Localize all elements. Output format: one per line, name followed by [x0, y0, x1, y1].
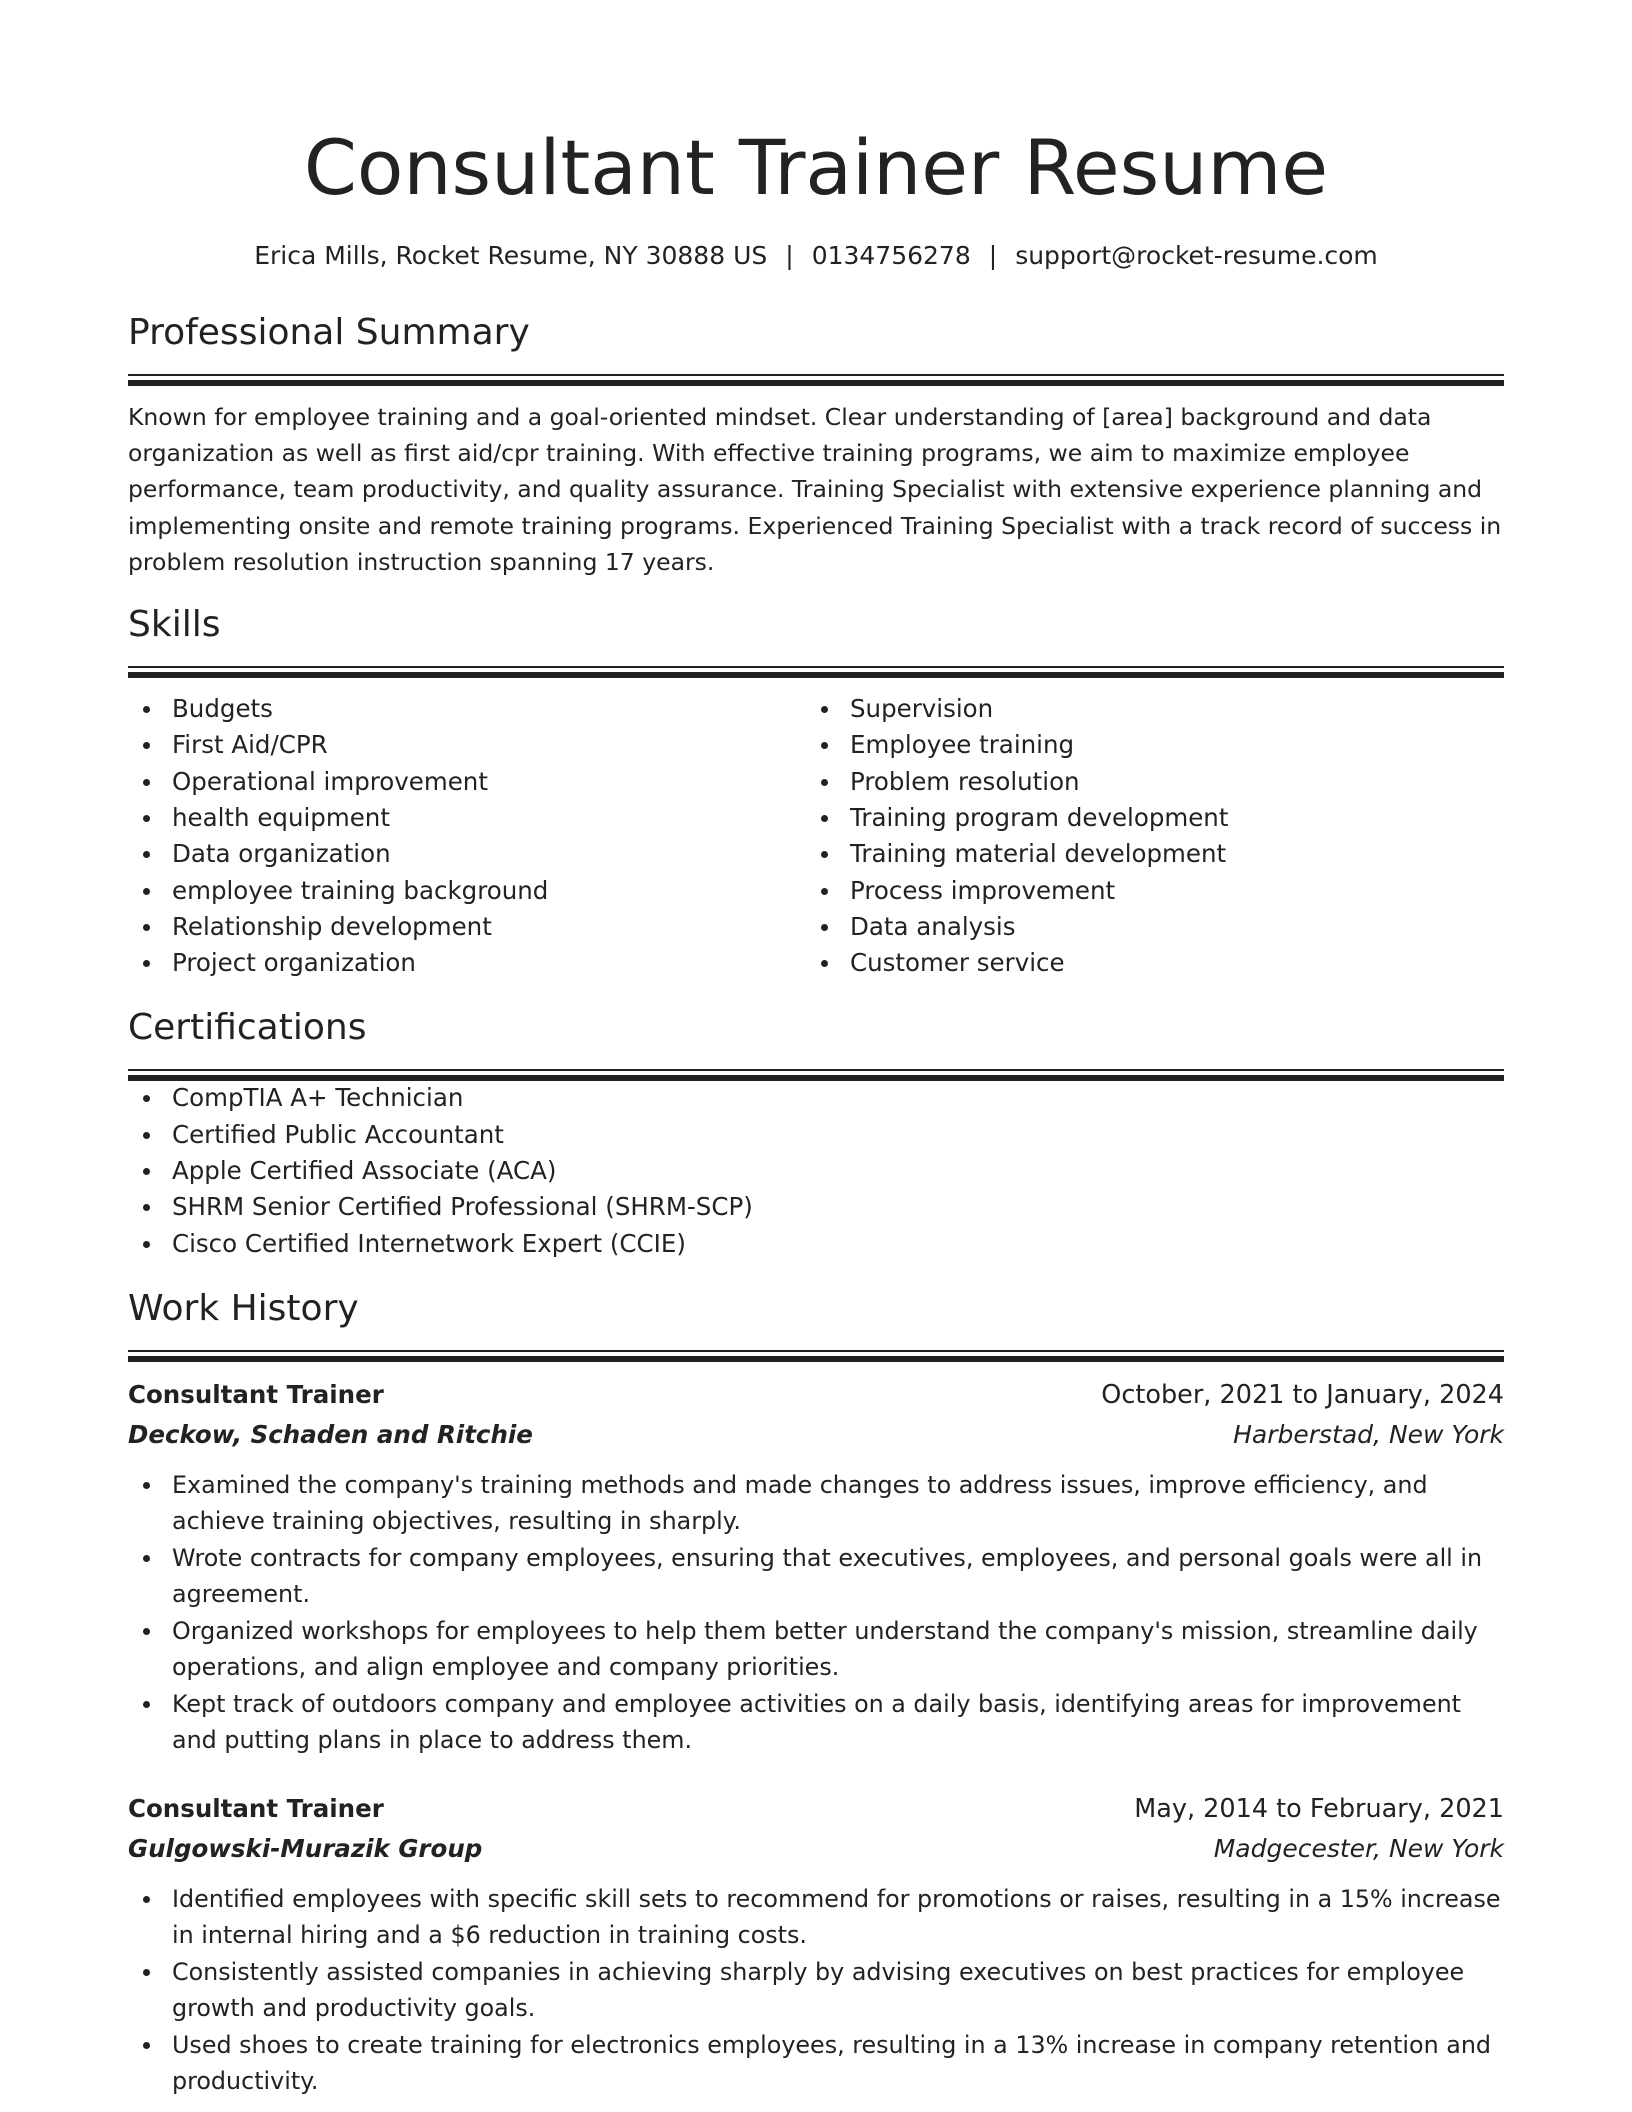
skill-item: Process improvement	[806, 873, 1484, 909]
skill-item: Relationship development	[128, 909, 806, 945]
job-title: Consultant Trainer	[128, 1793, 384, 1823]
job-header-row	[128, 1375, 1504, 1415]
summary-text: Known for employee training and a goal-oriented mindset. Clear understanding of [area] background and data organization as well as first aid/cpr training. With effective training programs, we aim to maximize employee performance, team productivity, and quality assurance. Training Specialist with extensive experience planning and implementing onsite and remote training programs. Experienced Training Specialist with a track record of success in problem resolution instruction spanning 17 years.	[128, 403, 1502, 576]
job-company: Gulgowski-Murazik Group	[128, 1833, 483, 1863]
job-duty-item: Used shoes to create training for electronics employees, resulting in a 13% increase in company retention and productivity.	[128, 2027, 1504, 2100]
skills-section	[128, 600, 1504, 981]
skill-item: Training program development	[806, 800, 1484, 836]
resume-title: Consultant Trainer Resume	[303, 123, 1329, 212]
certifications-list	[128, 1080, 1504, 1261]
skills-list-left	[128, 691, 806, 981]
job-duty-item: Consistently assisted companies in achieving sharply by advising executives on best practices for employee growth and productivity goals.	[128, 1954, 1504, 2027]
job-duty-item: Organized workshops for employees to help them better understand the company's mission, streamline daily operations, and align employee and company priorities.	[128, 1613, 1504, 1686]
section-heading-certifications: Certifications	[128, 1007, 367, 1049]
skill-item: Budgets	[128, 691, 806, 727]
job-company-row	[128, 1415, 1504, 1455]
skill-item: Data organization	[128, 836, 806, 872]
contact-separator: |	[988, 241, 998, 270]
skill-item: Problem resolution	[806, 764, 1484, 800]
section-divider	[128, 1069, 1504, 1080]
job-duty-item: Examined the company's training methods and made changes to address issues, improve efficiency, and achieve training objectives, resulting in sharply.	[128, 1467, 1504, 1540]
job-duty-item: Identified employees with specific skill sets to recommend for promotions or raises, resulting in a 15% increase in internal hiring and a $6 reduction in training costs.	[128, 1881, 1504, 1954]
section-heading-skills: Skills	[128, 604, 221, 646]
job-header-row	[128, 1789, 1504, 1829]
contact-line	[128, 238, 1504, 274]
job-duty-item: Kept track of outdoors company and employee activities on a daily basis, identifying areas for improvement and putting plans in place to address them.	[128, 1686, 1504, 1759]
skill-item: health equipment	[128, 800, 806, 836]
contact-separator: |	[785, 241, 794, 270]
certification-item: Certified Public Accountant	[128, 1117, 1504, 1153]
certifications-section	[128, 1003, 1504, 1261]
skill-item: Data analysis	[806, 909, 1484, 945]
contact-phone: 0134756278	[811, 241, 971, 270]
contact-address: Erica Mills, Rocket Resume, NY 30888 US	[254, 241, 768, 270]
work-history-section	[128, 1284, 1504, 2100]
job-dates: October, 2021 to January, 2024	[1101, 1379, 1504, 1410]
section-divider	[128, 374, 1504, 385]
section-divider	[128, 1350, 1504, 1361]
job-company-row	[128, 1829, 1504, 1869]
job-location: Madgecester, New York	[1213, 1833, 1504, 1863]
summary-section	[128, 308, 1504, 580]
skill-item: Training material development	[806, 836, 1484, 872]
contact-email: support@rocket-resume.com	[1015, 241, 1378, 270]
skill-item: Project organization	[128, 945, 806, 981]
skill-item: Operational improvement	[128, 764, 806, 800]
certification-item: Cisco Certified Internetwork Expert (CCIE)	[128, 1226, 1504, 1262]
skills-list-right	[806, 691, 1484, 981]
job-company: Deckow, Schaden and Ritchie	[128, 1419, 533, 1449]
certification-item: Apple Certified Associate (ACA)	[128, 1153, 1504, 1189]
section-heading-summary: Professional Summary	[128, 312, 530, 353]
job-duty-item: Wrote contracts for company employees, ensuring that executives, employees, and personal goals were all in agreement.	[128, 1540, 1504, 1613]
skill-item: employee training background	[128, 873, 806, 909]
skill-item: Customer service	[806, 945, 1484, 981]
job-duties-list	[128, 1467, 1504, 1759]
skills-columns	[128, 691, 1504, 981]
certification-item: CompTIA A+ Technician	[128, 1080, 1504, 1116]
section-divider	[128, 666, 1504, 677]
job-title: Consultant Trainer	[128, 1379, 384, 1409]
job-entry	[128, 1789, 1504, 2100]
job-duties-list	[128, 1881, 1504, 2100]
job-location: Harberstad, New York	[1233, 1419, 1504, 1449]
job-dates: May, 2014 to February, 2021	[1134, 1793, 1504, 1824]
skill-item: Employee training	[806, 727, 1484, 763]
certification-item: SHRM Senior Certified Professional (SHRM-SCP)	[128, 1189, 1504, 1225]
job-entry	[128, 1375, 1504, 1759]
resume-content	[128, 118, 1504, 2100]
skill-item: First Aid/CPR	[128, 727, 806, 763]
section-heading-work-history: Work History	[128, 1287, 359, 1329]
skill-item: Supervision	[806, 691, 1484, 727]
